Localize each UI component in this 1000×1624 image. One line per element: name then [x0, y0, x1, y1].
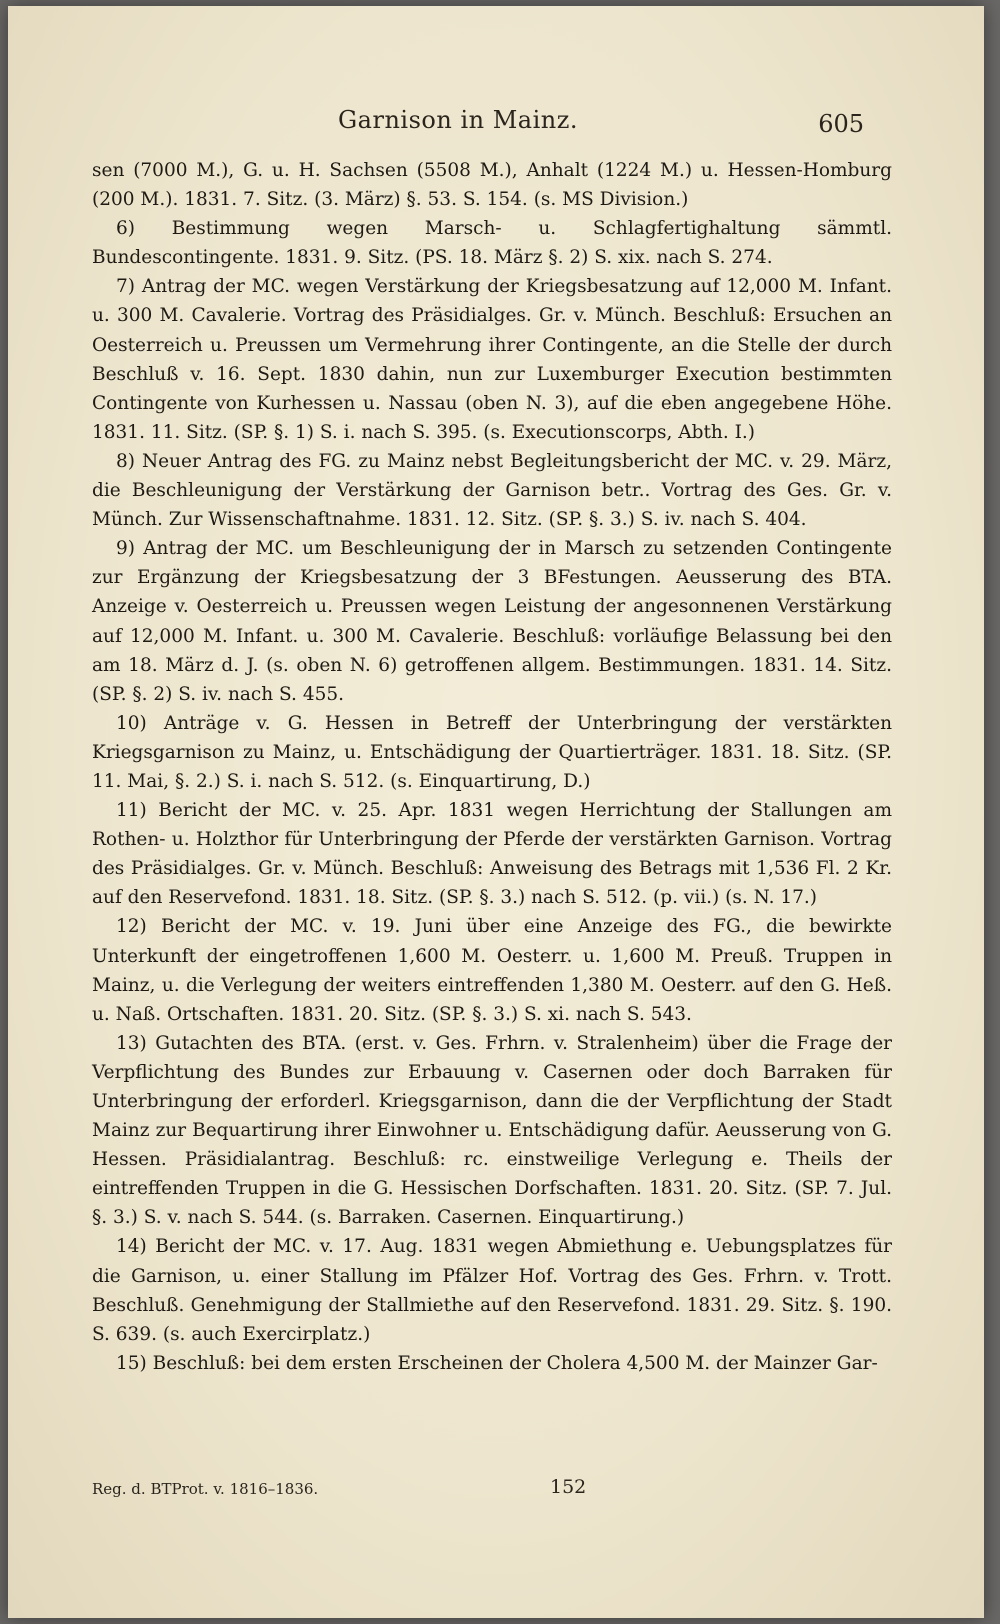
- footer-signature: 152: [550, 1476, 587, 1498]
- body-text: [92, 156, 892, 1378]
- entry-6: 6) Bestimmung wegen Marsch- u. Schlagfertighaltung sämmtl. Bundescontingente. 1831. 9. Sitz. (PS. 18. März §. 2) S. xix. nach S. 274.: [92, 218, 892, 269]
- document-page: [8, 6, 984, 1618]
- running-title: Garnison in Mainz.: [338, 106, 578, 134]
- entry-14: 14) Bericht der MC. v. 17. Aug. 1831 wegen Abmiethung e. Uebungsplatzes für die Garnison, u. einer Stallung im Pfälzer Hof. Vortrag des Ges. Frhrn. v. Trott. Beschluß. Genehmigung der Stallmiethe auf den Reservefond. 1831. 29. Sitz. §. 190. S. 639. (s. auch Exercirplatz.): [92, 1236, 892, 1345]
- entry-11: 11) Bericht der MC. v. 25. Apr. 1831 wegen Herrichtung der Stallungen am Rothen- u. Holzthor für Unterbringung der Pferde der verstärkten Garnison. Vortrag des Präsidialges. Gr. v. Münch. Beschluß: Anweisung des Betrags mit 1,536 Fl. 2 Kr. auf den Reservefond. 1831. 18. Sitz. (SP. §. 3.) nach S. 512. (p. vii.) (s. N. 17.): [92, 800, 892, 909]
- entry-continuation: sen (7000 M.), G. u. H. Sachsen (5508 M.), Anhalt (1224 M.) u. Hessen-Homburg (200 M.). 1831. 7. Sitz. (3. März) §. 53. S. 154. (s. MS Division.): [92, 160, 892, 211]
- entry-10: 10) Anträge v. G. Hessen in Betreff der Unterbringung der verstärkten Kriegsgarnison zu Mainz, u. Entschädigung der Quartierträger. 1831. 18. Sitz. (SP. 11. Mai, §. 2.) S. i. nach S. 512. (s. Einquartirung, D.): [92, 712, 892, 792]
- entry-8: 8) Neuer Antrag des FG. zu Mainz nebst Begleitungsbericht der MC. v. 29. März, die Beschleunigung der Verstärkung der Garnison betr.. Vortrag des Ges. Gr. v. Münch. Zur Wissenschaftnahme. 1831. 12. Sitz. (SP. §. 3.) S. iv. nach S. 404.: [92, 450, 892, 531]
- page-header: [8, 106, 984, 146]
- page-footer: [92, 1476, 892, 1506]
- entry-12: 12) Bericht der MC. v. 19. Juni über eine Anzeige des FG., die bewirkte Unterkunft der eingetroffenen 1,600 M. Oesterr. u. 1,600 M. Preuß. Truppen in Mainz, u. die Verlegung der weiters eintreffenden 1,380 M. Oesterr. auf den G. Heß. u. Naß. Ortschaften. 1831. 20. Sitz. (SP. §. 3.) S. xi. nach S. 543.: [92, 916, 892, 1025]
- footer-register-title: Reg. d. BTProt. v. 1816–1836.: [92, 1480, 319, 1498]
- entry-15: 15) Beschluß: bei dem ersten Erscheinen der Cholera 4,500 M. der Mainzer Gar-: [116, 1352, 878, 1374]
- entry-7: 7) Antrag der MC. wegen Verstärkung der Kriegsbesatzung auf 12,000 M. Infant. u. 300 M. Cavalerie. Vortrag des Präsidialges. Gr. v. Münch. Beschluß: Ersuchen an Oesterreich u. Preussen um Vermehrung ihrer Contingente, an die Stelle der durch Beschluß v. 16. Sept. 1830 dahin, nun zur Luxemburger Execution bestimmten Contingente von Kurhessen u. Nassau (oben N. 3), auf die eben angegebene Höhe. 1831. 11. Sitz. (SP. §. 1) S. i. nach S. 395. (s. Executionscorps, Abth. I.): [92, 276, 892, 443]
- page-number: 605: [818, 110, 864, 138]
- entry-9: 9) Antrag der MC. um Beschleunigung der in Marsch zu setzenden Contingente zur Ergänzung der Kriegsbesatzung der 3 BFestungen. Aeusserung des BTA. Anzeige v. Oesterreich u. Preussen wegen Leistung der angesonnenen Verstärkung auf 12,000 M. Infant. u. 300 M. Cavalerie. Beschluß: vorläufige Belassung bei den am 18. März d. J. (s. oben N. 6) getroffenen allgem. Bestimmungen. 1831. 14. Sitz. (SP. §. 2) S. iv. nach S. 455.: [92, 538, 892, 705]
- entry-13: 13) Gutachten des BTA. (erst. v. Ges. Frhrn. v. Stralenheim) über die Frage der Verpflichtung des Bundes zur Erbauung v. Casernen oder doch Barraken für Unterbringung der erforderl. Kriegsgarnison, dann die der Verpflichtung der Stadt Mainz zur Bequartirung ihrer Einwohner u. Entschädigung dafür. Aeusserung von G. Hessen. Präsidialantrag. Beschluß: rc. einstweilige Verlegung e. Theils der eintreffenden Truppen in die G. Hessischen Dorfschaften. 1831. 20. Sitz. (SP. 7. Jul. §. 3.) S. v. nach S. 544. (s. Barraken. Casernen. Einquartirung.): [92, 1032, 892, 1229]
